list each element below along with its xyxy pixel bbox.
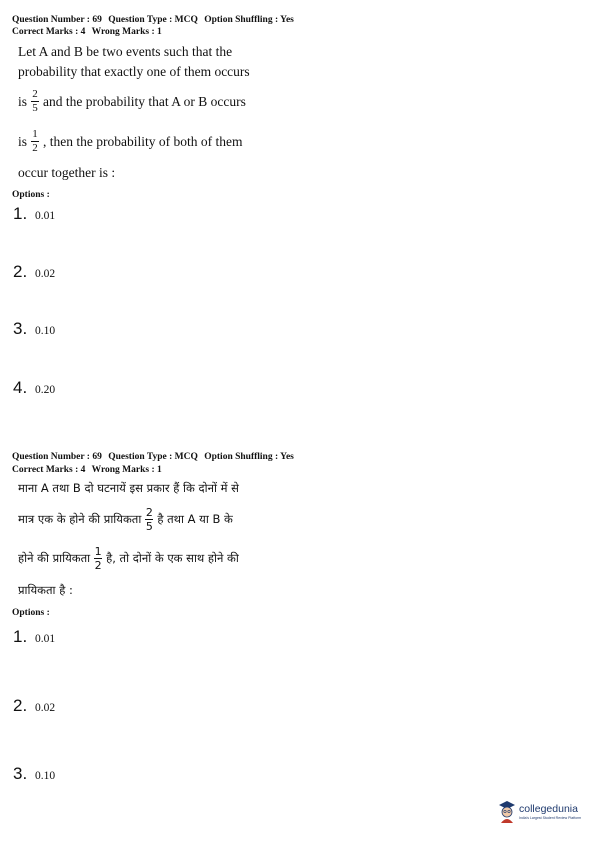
q1-line3-pre: is	[18, 93, 28, 109]
option-value: 0.01	[35, 210, 56, 222]
q2-question-type: Question Type : MCQ	[108, 452, 198, 462]
fraction-numerator: 1	[32, 128, 38, 140]
q2-wrong-marks: Wrong Marks : 1	[91, 465, 162, 475]
option-number: 2.	[13, 262, 28, 281]
q2-text-line2	[18, 507, 233, 532]
q1-text-line5: occur together is :	[18, 165, 116, 180]
option-value: 0.02	[35, 702, 56, 714]
logo-name: collegedunia	[519, 802, 578, 815]
q2-fraction-two-fifths	[145, 507, 153, 532]
q2-question-number: Question Number : 69	[12, 452, 102, 462]
student-mascot-icon	[497, 799, 517, 823]
q1-line4-post: , then the probability of both of them	[43, 133, 243, 149]
option-number: 4.	[13, 378, 28, 397]
q2-text-line1: माना A तथा B दो घटनायें इस प्रकार हैं कि दोनों में से	[18, 481, 239, 495]
q2-line3-pre: होने की प्रायिकता	[18, 551, 91, 565]
fraction-numerator: 2	[32, 88, 38, 100]
q1-option-2[interactable]	[13, 262, 55, 282]
option-number: 1.	[13, 627, 28, 646]
option-value: 0.01	[35, 633, 56, 645]
q1-option-4[interactable]	[13, 378, 55, 398]
q1-fraction-two-fifths	[31, 89, 39, 114]
q1-meta-line1	[12, 14, 298, 26]
q2-line2-pre: मात्र एक के होने की प्रायिकता	[18, 512, 142, 526]
q1-line4-pre: is	[18, 133, 28, 149]
q2-correct-marks: Correct Marks : 4	[12, 465, 86, 475]
option-number: 2.	[13, 696, 28, 715]
q1-option-3[interactable]	[13, 319, 55, 339]
option-value: 0.20	[35, 384, 56, 396]
q1-text-line3	[18, 89, 246, 114]
q2-option-1[interactable]	[13, 627, 55, 647]
q1-options-label: Options :	[12, 190, 50, 200]
fraction-denominator: 2	[32, 142, 38, 154]
fraction-numerator: 2	[145, 506, 153, 519]
collegedunia-logo[interactable]	[497, 796, 589, 826]
option-value: 0.10	[35, 770, 56, 782]
q2-meta-line1	[12, 451, 298, 463]
q2-option-2[interactable]	[13, 696, 55, 716]
option-number: 3.	[13, 764, 28, 783]
fraction-denominator: 5	[32, 102, 38, 114]
option-number: 3.	[13, 319, 28, 338]
fraction-denominator: 5	[145, 520, 153, 533]
option-value: 0.02	[35, 268, 56, 280]
q1-fraction-one-half	[31, 129, 39, 154]
q1-line3-post: and the probability that A or B occurs	[43, 93, 246, 109]
q1-correct-marks: Correct Marks : 4	[12, 27, 86, 37]
q1-meta-line2	[12, 26, 166, 38]
q2-option-3[interactable]	[13, 764, 55, 784]
q1-question-type: Question Type : MCQ	[108, 15, 198, 25]
option-value: 0.10	[35, 325, 56, 337]
q2-text-line4: प्रायिकता है :	[18, 583, 73, 597]
q1-wrong-marks: Wrong Marks : 1	[91, 27, 162, 37]
fraction-denominator: 2	[94, 559, 102, 572]
logo-tagline: India's Largest Student Review Platform	[519, 815, 582, 820]
q1-text-line2: probability that exactly one of them occurs	[18, 64, 250, 79]
q2-meta-line2	[12, 464, 166, 476]
q2-fraction-one-half	[94, 546, 102, 571]
q1-option-shuffling: Option Shuffling : Yes	[204, 15, 294, 25]
q2-line2-post: है तथा A या B के	[157, 512, 233, 526]
q2-line3-post: है, तो दोनों के एक साथ होने की	[106, 551, 239, 565]
q2-options-label: Options :	[12, 608, 50, 618]
q1-option-1[interactable]	[13, 204, 55, 224]
q1-question-number: Question Number : 69	[12, 15, 102, 25]
q2-option-shuffling: Option Shuffling : Yes	[204, 452, 294, 462]
q1-text-line4	[18, 129, 242, 154]
fraction-numerator: 1	[94, 545, 102, 558]
option-number: 1.	[13, 204, 28, 223]
q2-text-line3	[18, 546, 239, 571]
q1-text-line1: Let A and B be two events such that the	[18, 44, 233, 59]
